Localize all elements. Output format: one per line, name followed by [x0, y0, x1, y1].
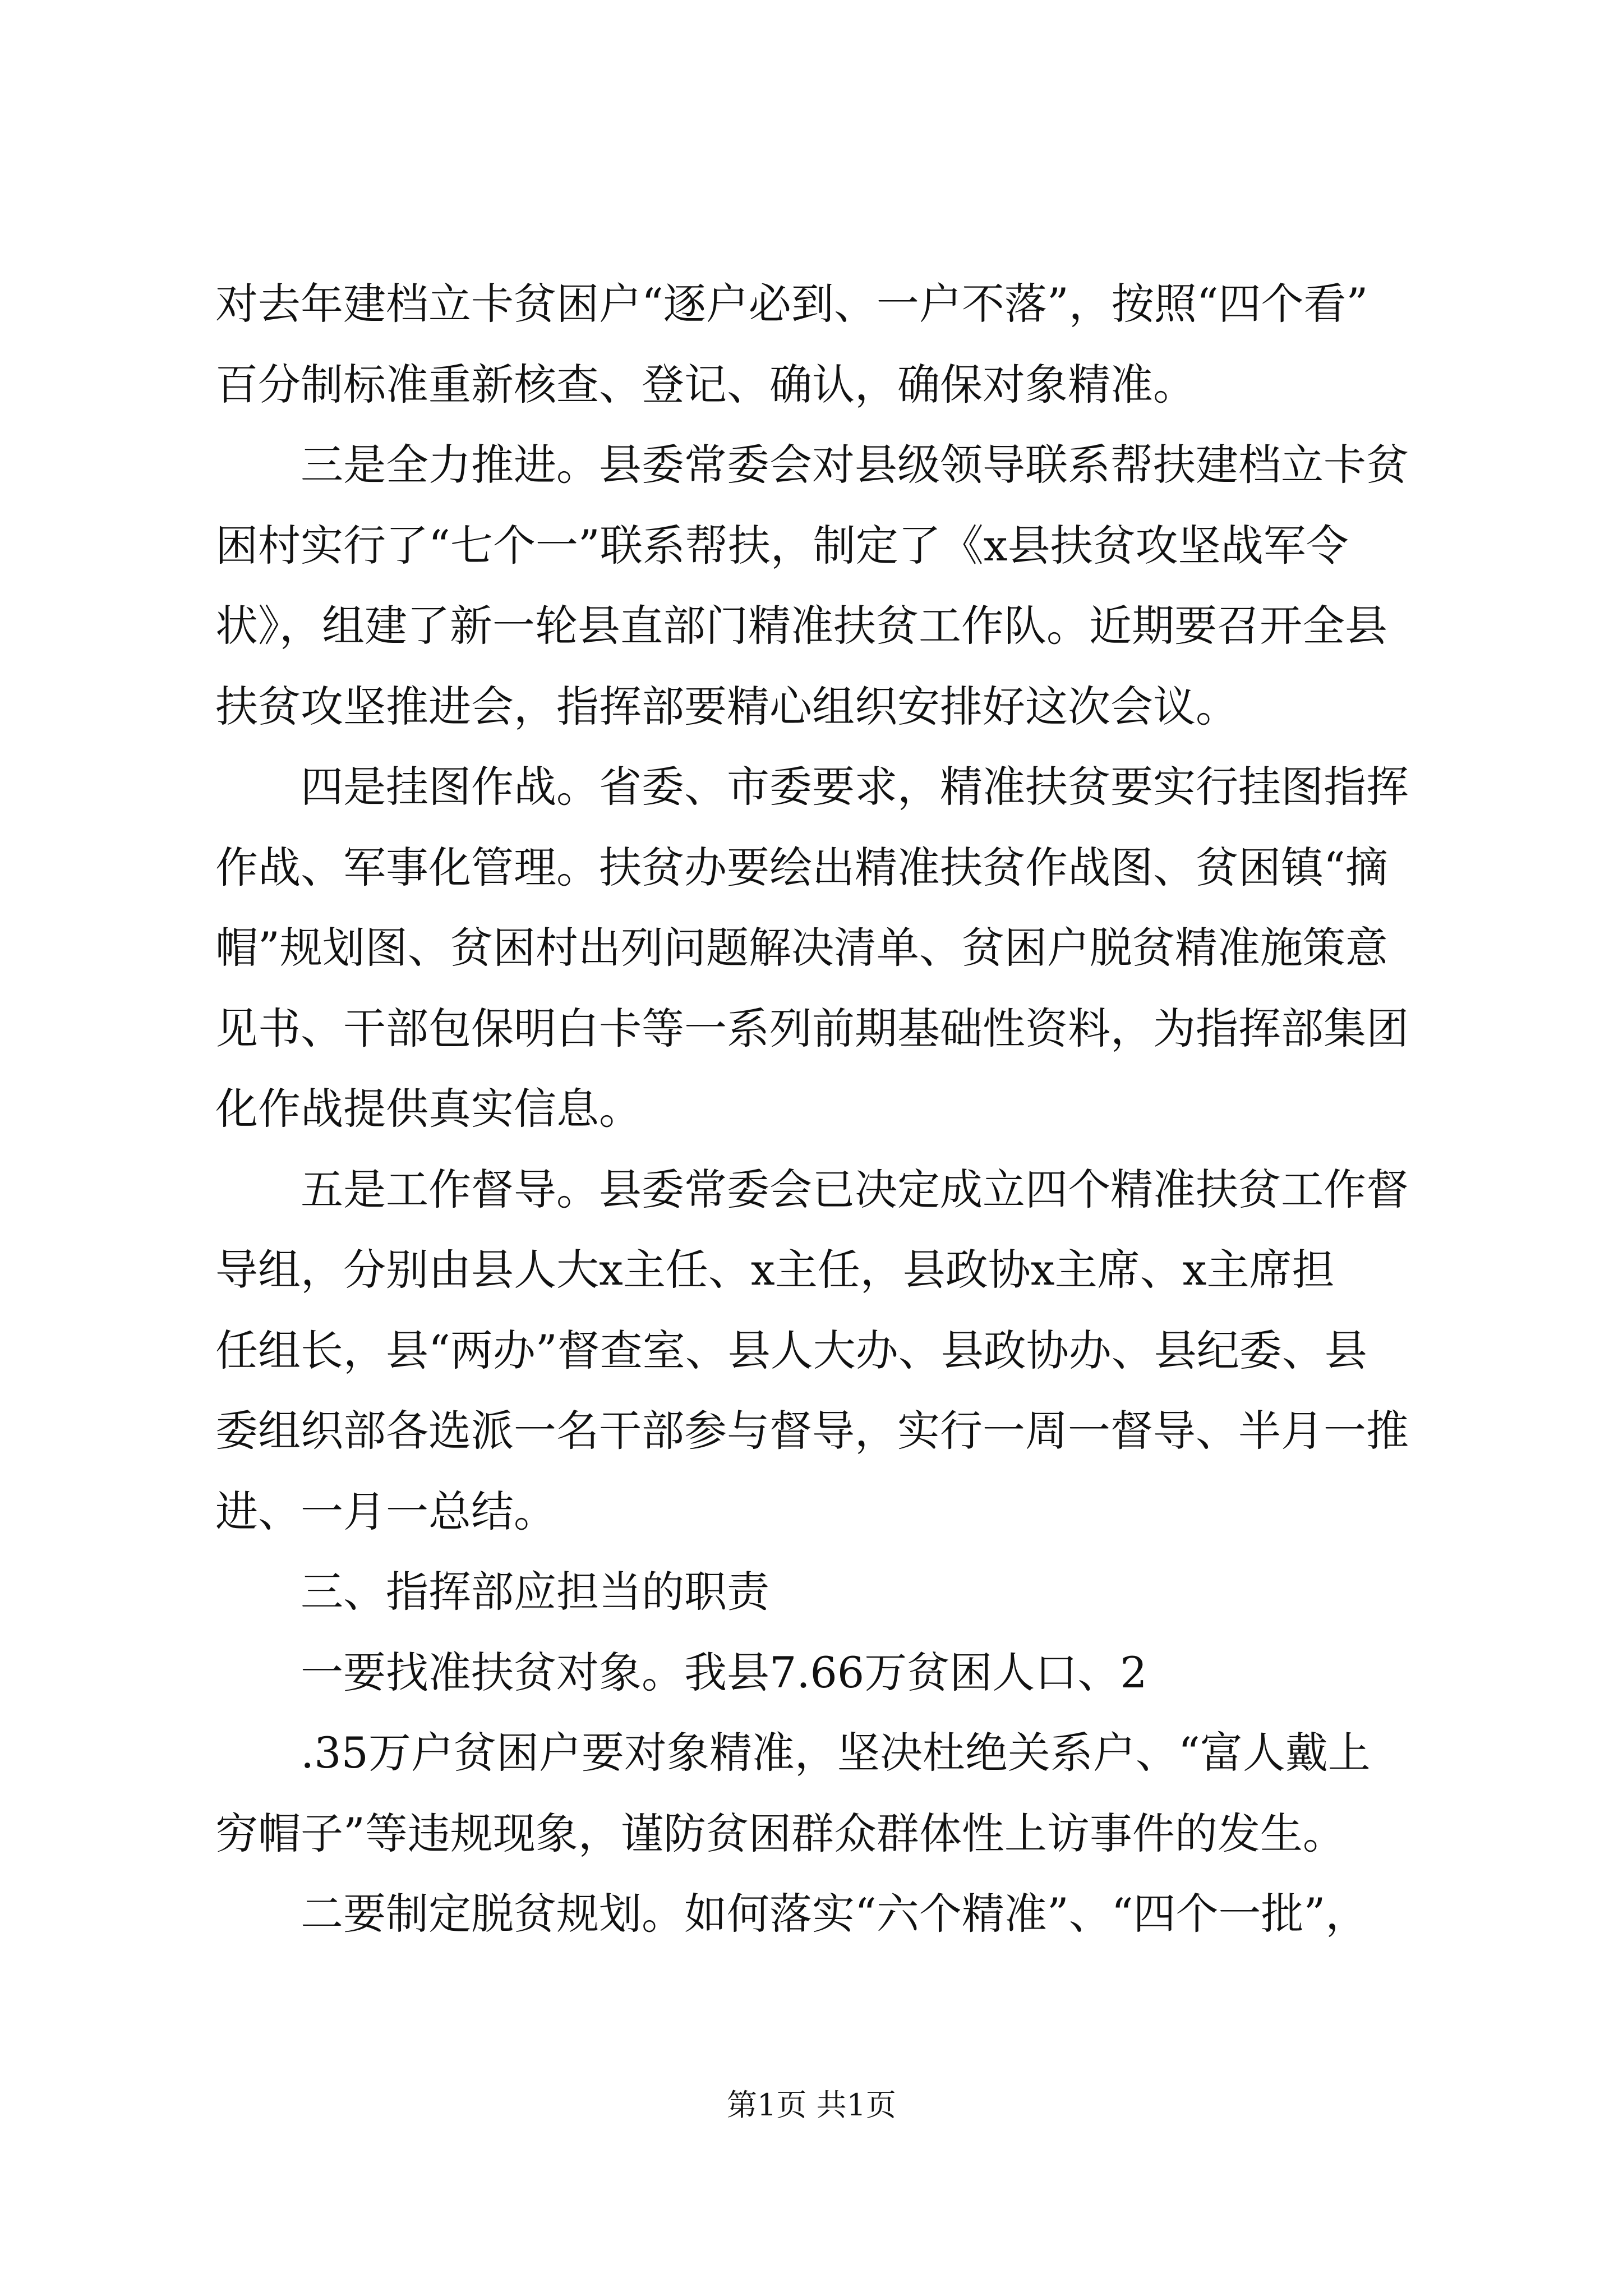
paragraph-start-line: 二要制定脱贫规划。如何落实“六个精准”、“四个一批”， — [301, 1889, 1368, 1939]
page-number-label: 第1页 共1页 — [727, 2087, 896, 2123]
text-line: 委组织部各选派一名干部参与督导，实行一周一督导、半月一推 — [215, 1406, 1409, 1456]
text-line: 帽”规划图、贫困村出列问题解决清单、贫困户脱贫精准施策意 — [215, 923, 1388, 973]
text-line: 进、一月一总结。 — [215, 1486, 556, 1536]
text-line: 作战、军事化管理。扶贫办要绘出精准扶贫作战图、贫困镇“摘 — [215, 842, 1388, 892]
paragraph-start-line: 五是工作督导。县委常委会已决定成立四个精准扶贫工作督 — [301, 1164, 1409, 1214]
text-line: 化作战提供真实信息。 — [215, 1084, 642, 1134]
page-footer — [0, 2086, 1623, 2125]
text-line: 导组，分别由县人大x主任、x主任，县政协x主席、x主席担 — [215, 1245, 1335, 1295]
text-line: 状》，组建了新一轮县直部门精准扶贫工作队。近期要召开全县 — [215, 601, 1387, 651]
text-line: 百分制标准重新核查、登记、确认，确保对象精准。 — [215, 359, 1196, 409]
text-line: 困村实行了“七个一”联系帮扶，制定了《x县扶贫攻坚战军令 — [215, 520, 1349, 570]
text-line: 穷帽子”等违规现象，谨防贫困群众群体性上访事件的发生。 — [215, 1808, 1345, 1858]
text-line: 扶贫攻坚推进会，指挥部要精心组织安排好这次会议。 — [215, 681, 1238, 731]
paragraph-start-line: 一要找准扶贫对象。我县7.66万贫困人口、2 — [301, 1647, 1147, 1697]
text-line: 任组长，县“两办”督查室、县人大办、县政协办、县纪委、县 — [215, 1325, 1367, 1375]
paragraph-start-line: 三是全力推进。县委常委会对县级领导联系帮扶建档立卡贫 — [301, 440, 1409, 490]
text-line: .35万户贫困户要对象精准，坚决杜绝关系户、“富人戴上 — [301, 1728, 1371, 1778]
section-heading: 三、指挥部应担当的职责 — [301, 1567, 769, 1617]
document-body — [215, 264, 1432, 1954]
text-line: 见书、干部包保明白卡等一系列前期基础性资料，为指挥部集团 — [215, 1003, 1409, 1053]
paragraph-start-line: 四是挂图作战。省委、市委要求，精准扶贫要实行挂图指挥 — [301, 762, 1409, 812]
text-line: 对去年建档立卡贫困户“逐户必到、一户不落”，按照“四个看” — [215, 279, 1368, 329]
